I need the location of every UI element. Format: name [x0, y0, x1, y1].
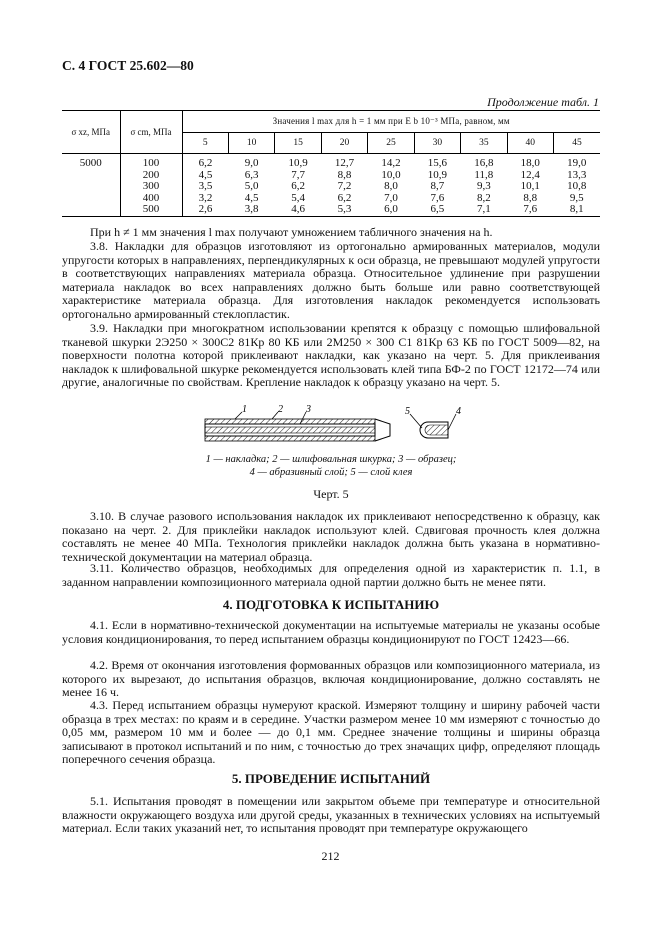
table-cell: 15,6 — [427, 157, 448, 169]
sigma-cm-column — [120, 154, 182, 217]
table-cell: 10,1 — [520, 180, 540, 193]
table-cell: 8,0 — [384, 180, 398, 193]
table-cell: 3,8 — [244, 203, 259, 216]
value-column — [461, 154, 507, 217]
value-column — [507, 154, 553, 217]
data-table — [62, 110, 600, 217]
table-cell: 4,6 — [291, 203, 305, 216]
header-lmax-span: Значения l max для h = 1 мм при E b 10⁻³ МПа, равном, мм — [182, 111, 600, 133]
col-header: 30 — [414, 133, 460, 154]
table-cell: 6,0 — [384, 203, 398, 216]
value-column — [182, 154, 228, 217]
table-cell: 10,8 — [567, 180, 587, 193]
table-cell: 6,2 — [198, 157, 213, 169]
paragraph-3-10: 3.10. В случае разового использования накладок их приклеивают непосредственно к образцу, как показано на черт. 2. Для приклейки накладок используют клей. Сдвиговая прочность клея должна составлять не менее 40 МПа. Технология приклейки накладок должна быть указана в нормативно-технической документации на материал образца. — [62, 509, 600, 564]
table-cell: 6,2 — [337, 191, 352, 204]
table-cell: 100 — [142, 157, 160, 169]
table-cell: 4,5 — [198, 168, 213, 181]
paragraph-4-1: 4.1. Если в нормативно-технической документации на испытуемые материалы не указаны особые условия кондиционирования, то перед испытанием образцы кондиционируют по ГОСТ 12423—66. — [62, 618, 600, 646]
table-cell: 8,7 — [430, 180, 445, 193]
section-4-heading: 4. ПОДГОТОВКА К ИСПЫТАНИЮ — [222, 597, 440, 612]
table-cell: 18,0 — [520, 157, 540, 169]
page-header: С. 4 ГОСТ 25.602—80 — [62, 58, 194, 73]
table-cell: 19,0 — [567, 157, 587, 169]
value-column — [321, 154, 367, 217]
table-cell: 4,5 — [244, 191, 259, 204]
figure-caption: Черт. 5 — [313, 487, 349, 501]
col-header: 10 — [228, 133, 274, 154]
value-column — [554, 154, 601, 217]
col-header: 25 — [368, 133, 414, 154]
section-5-heading: 5. ПРОВЕДЕНИЕ ИСПЫТАНИЙ — [231, 771, 431, 786]
figure-5-drawing — [200, 404, 480, 450]
table-cell: 7,6 — [523, 203, 538, 216]
table-cell: 7,1 — [476, 203, 491, 216]
table-cell: 7,0 — [384, 191, 398, 204]
table-cell: 500 — [142, 203, 160, 216]
table-cell: 12,4 — [520, 168, 540, 181]
paragraph-3-11: 3.11. Количество образцов, необходимых для определения одной из характеристик п. 1.1, в заданном направлении композиционного материала одной партии должно быть не менее пяти. — [62, 561, 600, 589]
table-cell: 6,2 — [291, 180, 305, 193]
table-cell: 3,5 — [198, 180, 213, 193]
col-header: 40 — [507, 133, 553, 154]
table-cell: 5,4 — [291, 191, 305, 204]
figure-label-1: 1 — [242, 404, 247, 415]
figure-label-4: 4 — [456, 406, 461, 417]
table-cell: 9,0 — [244, 157, 259, 169]
paragraph-5-1: 5.1. Испытания проводят в помещении или закрытом объеме при температуре и относительной влажности окружающего воздуха или другой среды, указанных в технических условиях на испытуемый материал. Если таких указаний нет, то испытания проводят при температуре окружающего — [62, 794, 600, 836]
paragraph-4-3: 4.3. Перед испытанием образцы нумеруют краской. Измеряют толщину и ширину рабочей части образца в трех местах: по краям и в середине. Участки размером менее 10 мм измеряют с точностью до 0,05 мм, размером 10 мм и более — до 0,1 мм. Среднее значение толщины и ширины образца записывают в протокол испытаний и по ним, с точностью до трех значащих цифр, определяют площадь поперечного сечения образца. — [62, 698, 600, 767]
table-caption: Продолжение табл. 1 — [487, 95, 599, 109]
table-cell: 7,7 — [291, 168, 305, 181]
table-cell: 11,8 — [474, 168, 494, 181]
table-cell: 5,3 — [337, 203, 352, 216]
page-number: 212 — [321, 849, 340, 863]
value-column — [275, 154, 321, 217]
table-cell: 12,7 — [334, 157, 355, 169]
table-cell: 10,9 — [288, 157, 308, 169]
table-cell: 6,5 — [430, 203, 445, 216]
table-cell: 8,8 — [523, 191, 538, 204]
table-cell: 7,2 — [337, 180, 352, 193]
table-cell: 7,6 — [430, 191, 445, 204]
col-header: 35 — [461, 133, 507, 154]
table-body-row — [62, 154, 600, 217]
paragraph-4-2: 4.2. Время от окончания изготовления формованных образцов или композиционного материала, из которого их вырезают, до испытания образцов, включая кондиционирование, должно составлять не менее 16 ч. — [62, 658, 600, 700]
figure-legend-line-1: 1 — накладка; 2 — шлифовальная шкурка; 3 — образец; — [205, 454, 457, 465]
table-cell: 200 — [142, 168, 160, 181]
paragraph-3-8: 3.8. Накладки для образцов изготовляют из ортогонально армированных материалов, модули упругости которых в направлениях, перпендикулярных к оси образца, не превышают модулей упругости в соответствующих направлениях материала образца. Относительное удлинение при разрушении материала накладок во всех направлениях должно быть больше или равно соответствующей характеристике материала образца. Для изготовления накладок рекомендуется использовать ортогонально армированный стеклопластик. — [62, 239, 600, 321]
table-note: При h ≠ 1 мм значения l max получают умножением табличного значения на h. — [90, 225, 493, 239]
value-column — [368, 154, 414, 217]
table-cell: 9,5 — [569, 191, 584, 204]
figure-label-3: 3 — [306, 404, 311, 415]
col-header: 5 — [182, 133, 228, 154]
header-sigma-xz: σ xz, МПа — [62, 111, 120, 154]
pad-detail — [410, 414, 456, 438]
table-cell: 3,2 — [198, 191, 213, 204]
figure-label-5: 5 — [405, 406, 410, 417]
table-cell: 8,8 — [337, 168, 352, 181]
col-header: 15 — [275, 133, 321, 154]
col-header: 45 — [554, 133, 601, 154]
table-cell: 5,0 — [244, 180, 259, 193]
table-cell: 10,9 — [427, 168, 448, 181]
figure-label-2: 2 — [278, 404, 283, 415]
col-header: 20 — [321, 133, 367, 154]
table-cell: 13,3 — [567, 168, 587, 181]
table-cell: 8,2 — [476, 191, 491, 204]
figure-legend-line-2: 4 — абразивный слой; 5 — слой клея — [249, 467, 413, 478]
table-cell: 16,8 — [474, 157, 494, 169]
sigma-xz-cell: 5000 — [62, 154, 120, 217]
table-cell: 9,3 — [476, 180, 491, 193]
table-cell: 14,2 — [381, 157, 401, 169]
paragraph-3-9: 3.9. Накладки при многократном использовании крепятся к образцу с помощью шлифовальной тканевой шкурки 2Э250 × 300С2 81Кр 80 КБ или 2М250 × 300 С1 81Кр 63 КБ по ГОСТ 5009—82, на поверхности полотна которой приклеивают накладки, как указано на черт. 5. Для приклеивания накладок к шлифовальной шкурке рекомендуется использовать клей типа БФ-2 по ГОСТ 12172—74 или другие, аналогичные по свойствам. Крепление накладок к образцу указано на черт. 5. — [62, 321, 600, 390]
table-cell: 400 — [142, 191, 160, 204]
table-cell: 300 — [142, 180, 160, 193]
value-column — [414, 154, 460, 217]
table-cell: 2,6 — [198, 203, 213, 216]
value-column — [228, 154, 274, 217]
header-sigma-cm: σ cm, МПа — [120, 111, 182, 154]
table-cell: 6,3 — [244, 168, 259, 181]
table-cell: 10,0 — [381, 168, 401, 181]
table-cell: 8,1 — [569, 203, 584, 216]
specimen-assembly — [205, 412, 390, 441]
